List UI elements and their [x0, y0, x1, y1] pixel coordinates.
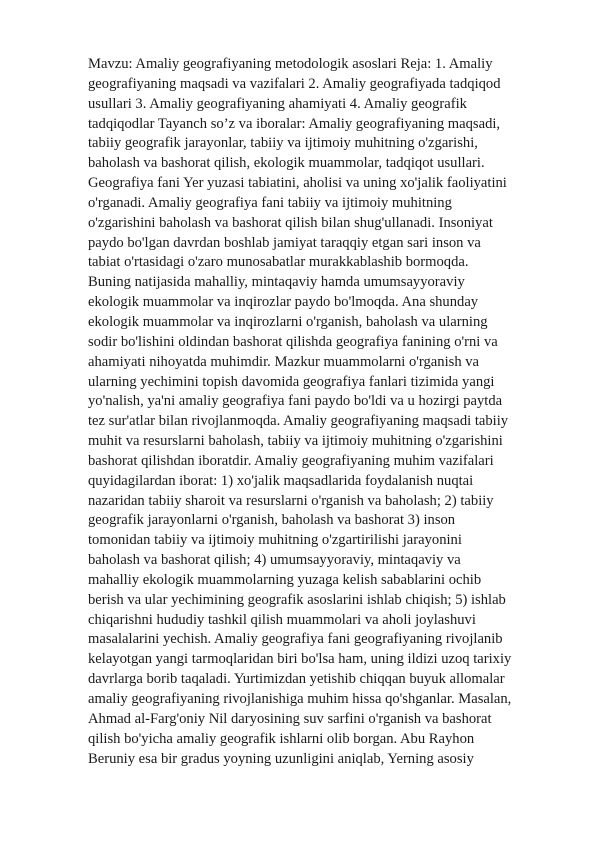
text-line: quyidagilardan iborat: 1) xo'jalik maqsadlarida foydalanish nuqtai [88, 472, 474, 489]
text-line: tomonidan tabiiy va ijtimoiy muhitning o'zgartirilishi jarayonini [88, 532, 462, 549]
text-line: muhit va resurslarni baholash, tabiiy va ijtimoiy muhitning o'zgarishini [88, 433, 503, 450]
text-line: chiqarishni hududiy tashkil qilish muammolari va aholi joylashuvi [88, 611, 476, 628]
text-line: o'zgarishini baholash va bashorat qilish bilan shug'ullanadi. Insoniyat [88, 214, 493, 231]
text-line: Mavzu: Amaliy geografiyaning metodologik asoslari Reja: 1. Amaliy [88, 56, 493, 72]
text-line: sodir bo'lishini oldindan bashorat qilishda geografiya fanining o'rni va [88, 333, 498, 350]
text-line: tadqiqodlar Tayanch so’z va iboralar: Amaliy geografiyaning maqsadi, [88, 115, 501, 132]
text-line: qilish bo'yicha amaliy geografik ishlarni olib borgan. Abu Rayhon [88, 730, 475, 747]
text-line: amaliy geografiyaning rivojlanishiga muhim hissa qo'shganlar. Masalan, [88, 691, 512, 707]
text-line: ekologik muammolar va inqirozlar paydo bo'lmoqda. Ana shunday [88, 294, 479, 311]
text-line: Beruniy esa bir gradus yoyning uzunligini aniqlab, Yerning asosiy [88, 750, 474, 767]
text-line: nazaridan tabiiy sharoit va resurslarni o'rganish va baholash; 2) tabiiy [88, 492, 494, 509]
text-line: ularning yechimini topish davomida geografiya fanlari tizimida yangi [88, 373, 495, 390]
text-line: usullari 3. Amaliy geografiyaning ahamiyati 4. Amaliy geografik [88, 95, 467, 112]
text-line: geografiyaning maqsadi va vazifalari 2. Amaliy geografiyada tadqiqod [88, 75, 501, 92]
text-line: tabiiy geografik jarayonlar, tabiiy va ijtimoiy muhitning o'zgarishi, [88, 135, 478, 152]
text-line: tez sur'atlar bilan rivojlanmoqda. Amaliy geografiyaning maqsadi tabiiy [88, 413, 509, 430]
text-line: kelayotgan yangi tarmoqlaridan biri bo'lsa ham, uning ildizi uzoq tarixiy [88, 651, 512, 668]
text-line: bashorat qilishdan iboratdir. Amaliy geografiyaning muhim vazifalari [88, 452, 494, 469]
text-line: baholash va bashorat qilish; 4) umumsayyoraviy, mintaqaviy va [88, 552, 461, 569]
text-line: ekologik muammolar va inqirozlarni o'rganish, baholash va ularning [88, 313, 488, 330]
text-line: o'rganadi. Amaliy geografiya fani tabiiy va ijtimoiy muhitning [88, 194, 452, 211]
text-line: Geografiya fani Yer yuzasi tabiatini, aholisi va uning xo'jalik faoliyatini [88, 175, 507, 192]
text-line: Buning natijasida mahalliy, mintaqaviy hamda umumsayyoraviy [88, 274, 465, 291]
text-line: masalalarini yechish. Amaliy geografiya fani geografiyaning rivojlanib [88, 631, 503, 648]
text-line: tabiat o'rtasidagi o'zaro munosabatlar murakkablashib bormoqda. [88, 254, 469, 271]
text-line: mahalliy ekologik muammolarning yuzaga kelish sabablarini ochib [88, 571, 482, 588]
text-line: davrlarga borib taqaladi. Yurtimizdan yetishib chiqqan buyuk allomalar [88, 671, 505, 688]
text-line: paydo bo'lgan davrdan boshlab jamiyat taraqqiy etgan sari inson va [88, 234, 481, 251]
body-text [88, 55, 512, 769]
text-line: ahamiyati nihoyatda muhimdir. Mazkur muammolarni o'rganish va [88, 353, 480, 370]
text-line: berish va ular yechimining geografik asoslarini ishlab chiqish; 5) ishlab [88, 591, 506, 608]
text-line: geografik jarayonlarni o'rganish, baholash va bashorat 3) inson [88, 512, 456, 529]
text-line: baholash va bashorat qilish, ekologik muammolar, tadqiqot usullari. [88, 155, 485, 172]
text-line: yo'nalish, ya'ni amaliy geografiya fani paydo bo'ldi va u hozirgi paytda [88, 393, 503, 410]
text-line: Ahmad al-Farg'oniy Nil daryosining suv sarfini o'rganish va bashorat [88, 710, 492, 727]
